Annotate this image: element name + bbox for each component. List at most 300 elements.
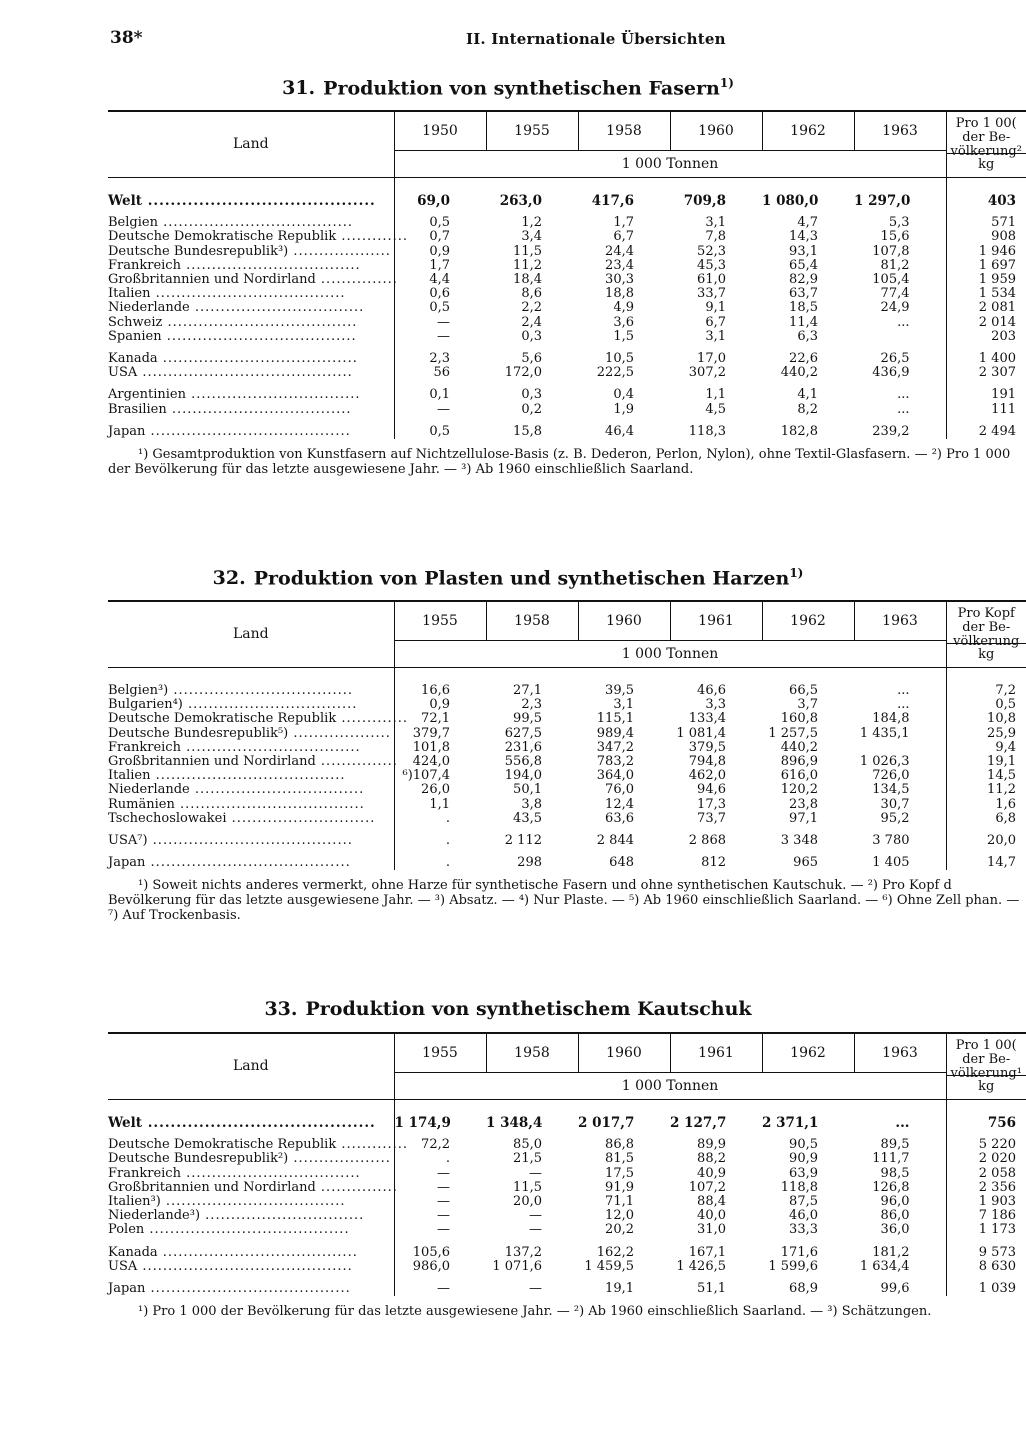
per-capita-cell: 191 (946, 388, 1026, 402)
value-cell: 1 599,6 (768, 1258, 818, 1274)
table-33-section (108, 998, 1024, 1368)
country-name: Italien (108, 768, 151, 784)
value-cell: 8,6 (521, 286, 542, 302)
value-cell: 107,2 (688, 1179, 726, 1195)
value-cell: 18,4 (513, 272, 542, 288)
column-header-land: Land (108, 111, 394, 178)
country-cell (108, 834, 394, 848)
value-cell: 12,4 (605, 796, 634, 812)
value-cell: 15,6 (880, 229, 910, 245)
value-cell: 1 026,3 (859, 754, 910, 770)
value-cell: 81,2 (880, 257, 910, 273)
data-table (108, 1032, 1026, 1296)
per-capita-cell: 1 697 (946, 259, 1026, 273)
leader-dots: .................................... (174, 796, 365, 812)
value-cell: 0,1 (394, 388, 486, 402)
value-cell: 162,2 (596, 1244, 634, 1260)
table-row (108, 684, 1026, 698)
country-name: Deutsche Bundesrepublik²) (108, 1151, 289, 1167)
country-cell (108, 1223, 394, 1237)
value-cell: 40,0 (697, 1208, 726, 1224)
value-cell: 7,8 (705, 229, 726, 245)
value-cell: 63,6 (605, 810, 634, 826)
column-header-year: 1955 (394, 601, 486, 641)
value-cell: 71,1 (605, 1194, 634, 1210)
value-cell: 298 (517, 855, 542, 871)
leader-dots: ............... (315, 754, 398, 770)
country-name: Großbritannien und Nordirland (108, 272, 316, 288)
leader-dots: ................................. (189, 300, 365, 316)
value-cell: 2 127,7 (670, 1115, 727, 1131)
value-cell: 73,7 (697, 810, 726, 826)
value-cell: 46,6 (697, 683, 726, 698)
value-cell: 0,9 (394, 698, 486, 712)
country-name: Frankreich (108, 739, 181, 755)
country-cell (108, 1116, 394, 1130)
country-name: USA⁷) (108, 833, 148, 849)
country-cell (108, 812, 394, 826)
value-cell: 10,5 (605, 351, 634, 367)
value-cell: 20,0 (513, 1194, 542, 1210)
per-capita-cell: 25,9 (946, 727, 1026, 741)
leader-dots: ............................... (200, 1208, 365, 1224)
value-cell: 812 (701, 855, 726, 871)
per-capita-label-line: völkerung¹ (950, 1066, 1022, 1081)
country-name: Japan (108, 855, 146, 871)
table-row (108, 245, 1026, 259)
country-name: Japan (108, 423, 146, 439)
value-cell: 0,9 (394, 245, 486, 259)
value-cell: 160,8 (780, 711, 818, 727)
leader-dots: ............. (336, 711, 409, 727)
column-header-year: 1955 (486, 111, 578, 151)
table-row (108, 712, 1026, 726)
table-row (108, 403, 1026, 417)
table-row (108, 834, 1026, 848)
value-cell: 72,1 (394, 712, 486, 726)
value-cell: 98,5 (880, 1165, 910, 1181)
value-cell: 616,0 (780, 768, 818, 784)
column-header-year: 1958 (486, 1033, 578, 1073)
value-cell: 2,3 (521, 697, 542, 713)
leader-dots: ................... (288, 725, 391, 741)
per-capita-cell: 1 903 (946, 1195, 1026, 1209)
table-row (108, 1195, 1026, 1209)
value-cell: — (529, 1281, 542, 1297)
table-title (108, 998, 908, 1020)
value-cell: 126,8 (872, 1179, 910, 1195)
value-cell: 51,1 (697, 1281, 726, 1297)
country-cell (108, 698, 394, 712)
column-header-year: 1963 (854, 111, 946, 151)
table-row (108, 1152, 1026, 1166)
country-cell (108, 1137, 409, 1153)
table-row (108, 216, 1026, 230)
value-cell: ... (897, 697, 910, 713)
value-cell: — (529, 1208, 542, 1224)
per-capita-cell: 571 (946, 216, 1026, 230)
country-cell (108, 798, 394, 812)
country-name: Argentinien (108, 387, 186, 403)
per-capita-cell: 10,8 (946, 712, 1026, 726)
unit-header: 1 000 Tonnen (394, 1073, 946, 1100)
value-cell: 24,9 (880, 300, 910, 316)
country-name: Niederlande (108, 300, 190, 316)
table-row (108, 230, 1026, 244)
column-header-per-capita (946, 111, 1026, 178)
value-cell: 556,8 (504, 754, 542, 770)
value-cell: 239,2 (872, 423, 910, 439)
value-cell: 63,9 (789, 1165, 818, 1181)
country-cell (108, 1167, 394, 1181)
value-cell: 90,9 (789, 1151, 818, 1167)
value-cell: 1,2 (521, 215, 542, 231)
table-row (108, 388, 1026, 402)
value-cell: 364,0 (596, 768, 634, 784)
value-cell: 1 348,4 (486, 1115, 543, 1131)
table-title (108, 566, 908, 589)
value-cell: 22,6 (789, 351, 818, 367)
value-cell: 23,4 (605, 257, 634, 273)
country-cell (108, 403, 394, 417)
value-cell: 0,2 (521, 401, 542, 417)
value-cell: 90,5 (789, 1137, 818, 1153)
country-cell (108, 769, 394, 783)
value-cell: 105,6 (394, 1246, 486, 1260)
value-cell: 63,7 (789, 286, 818, 302)
value-cell: 462,0 (688, 768, 726, 784)
table-row (108, 1282, 1026, 1296)
value-cell: 3,1 (705, 215, 726, 231)
value-cell: 18,5 (789, 300, 818, 316)
value-cell: 96,0 (880, 1194, 910, 1210)
table-footnote: ¹) Pro 1 000 der Bevölkerung für das letzte ausgewiesene Jahr. — ²) Ab 1960 einschließlich Saarland. — ³) Schätzungen. (138, 1304, 932, 1319)
per-capita-label-line: der Be- (962, 1052, 1011, 1067)
country-name: Welt (108, 193, 143, 209)
country-cell (108, 741, 394, 755)
per-capita-cell: 1 400 (946, 352, 1026, 366)
column-header-per-capita (946, 1033, 1026, 1100)
per-capita-cell: 2 356 (946, 1181, 1026, 1195)
column-header-year: 1950 (394, 111, 486, 151)
data-table (108, 600, 1026, 870)
value-cell: — (529, 1165, 542, 1181)
table-row (108, 1167, 1026, 1181)
table-row (108, 1138, 1026, 1152)
leader-dots: ................................... (166, 401, 352, 417)
leader-dots: ....................................... (144, 1222, 350, 1238)
value-cell: 19,1 (605, 1281, 634, 1297)
per-capita-label-line: Pro Kopf (957, 606, 1015, 621)
value-cell: 82,9 (789, 272, 818, 288)
column-header-year: 1963 (854, 1033, 946, 1073)
value-cell: 5,3 (888, 215, 910, 231)
per-capita-cell: 1 039 (946, 1282, 1026, 1296)
value-cell: 794,8 (688, 754, 726, 770)
country-cell (108, 366, 394, 380)
table-row (108, 769, 1026, 783)
value-cell: 167,1 (688, 1244, 726, 1260)
per-capita-label-line: der Be- (962, 130, 1011, 145)
value-cell: 89,9 (697, 1137, 726, 1153)
country-cell (108, 245, 394, 259)
value-cell: 1,9 (613, 401, 634, 417)
value-cell: 52,3 (697, 243, 726, 259)
value-cell: 91,9 (605, 1179, 634, 1195)
value-cell: 1 405 (872, 855, 910, 871)
table-number: 31. (282, 77, 316, 100)
table-row (108, 856, 1026, 870)
value-cell: ... (897, 314, 910, 330)
value-cell: 46,4 (605, 423, 634, 439)
per-capita-label-line: völkerung² (950, 144, 1022, 159)
value-cell: 0,7 (394, 230, 486, 244)
per-capita-cell: 908 (946, 230, 1026, 244)
value-cell: 77,4 (880, 286, 910, 302)
leader-dots: ............. (336, 1137, 409, 1153)
value-cell: 11,5 (513, 1179, 542, 1195)
title-footnote-ref: 1) (789, 566, 804, 580)
table-row (108, 352, 1026, 366)
value-cell: 9,1 (705, 300, 726, 316)
value-cell: 11,4 (789, 314, 818, 330)
value-cell (854, 330, 946, 344)
value-cell: 17,5 (605, 1165, 634, 1181)
value-cell: 88,2 (697, 1151, 726, 1167)
value-cell: 6,3 (797, 328, 818, 344)
value-cell: 26,0 (394, 783, 486, 797)
per-capita-cell: 11,2 (946, 783, 1026, 797)
value-cell: 0,3 (521, 387, 542, 403)
value-cell: 2,3 (394, 352, 486, 366)
table-row (108, 1260, 1026, 1274)
title-footnote-ref: 1) (719, 76, 734, 90)
table-row (108, 755, 1026, 769)
value-cell: 2 844 (596, 833, 634, 849)
leader-dots: ..................................... (150, 768, 346, 784)
value-cell: 87,5 (789, 1194, 818, 1210)
value-cell: — (529, 1222, 542, 1238)
value-cell: 4,9 (613, 300, 634, 316)
table-row (108, 425, 1026, 439)
value-cell (854, 741, 946, 755)
column-header-land: Land (108, 1033, 394, 1100)
value-cell: 1,5 (613, 328, 634, 344)
value-cell: 8,2 (797, 401, 818, 417)
country-name: Großbritannien und Nordirland (108, 1179, 316, 1195)
country-name: Deutsche Demokratische Republik (108, 1137, 337, 1153)
table-title-text: Produktion von synthetischen Fasern (323, 77, 720, 100)
country-name: Bulgarien⁴) (108, 697, 183, 713)
value-cell: 783,2 (596, 754, 634, 770)
value-cell: 94,6 (697, 782, 726, 798)
leader-dots: ..................................... (157, 215, 353, 231)
table-row (108, 301, 1026, 315)
table-footnote: ¹) Gesamtproduktion von Kunstfasern auf Nichtzellulose-Basis (z. B. Dederon, Perlon, Nylon), ohne Textil-Glasfasern. — ²) Pro 1 000 der Bevölkerung für das letzte ausgewiesene Jahr. — ³) Ab 1960 einschließlich Saarland. (108, 447, 1011, 477)
table-row (108, 1246, 1026, 1260)
value-cell: 184,8 (872, 711, 910, 727)
country-name: Polen (108, 1222, 145, 1238)
value-cell: 0,5 (394, 301, 486, 315)
leader-dots: ....................................... (145, 1281, 351, 1297)
data-table (108, 110, 1026, 439)
per-capita-unit: kg (978, 1079, 995, 1094)
per-capita-unit: kg (978, 157, 995, 172)
value-cell: 3 780 (872, 833, 910, 849)
value-cell: 76,0 (605, 782, 634, 798)
value-cell: 23,8 (789, 796, 818, 812)
value-cell: 111,7 (872, 1151, 910, 1167)
column-header-year: 1963 (854, 601, 946, 641)
value-cell: ... (897, 683, 910, 698)
value-cell: 36,0 (880, 1222, 910, 1238)
country-cell (108, 352, 394, 366)
value-cell: 222,5 (596, 365, 634, 381)
column-header-year: 1958 (486, 601, 578, 641)
value-cell: 307,2 (688, 365, 726, 381)
value-cell: 61,0 (697, 272, 726, 288)
value-cell: 709,8 (683, 193, 726, 209)
leader-dots: ...................................... (157, 351, 358, 367)
country-name: Deutsche Bundesrepublik³) (108, 243, 289, 259)
column-header-year: 1960 (578, 601, 670, 641)
country-cell (108, 216, 394, 230)
value-cell: ⁶)107,4 (394, 769, 486, 783)
table-row (108, 783, 1026, 797)
value-cell: 24,4 (605, 243, 634, 259)
value-cell: 440,2 (780, 739, 818, 755)
country-cell (108, 330, 394, 344)
leader-dots: ..................................... (150, 286, 346, 302)
per-capita-cell: 756 (946, 1116, 1026, 1130)
table-row (108, 366, 1026, 380)
value-cell: 2 371,1 (762, 1115, 819, 1131)
value-cell: 1 071,6 (492, 1258, 542, 1274)
value-cell: 0,4 (613, 387, 634, 403)
value-cell: 440,2 (780, 365, 818, 381)
country-name: Schweiz (108, 314, 163, 330)
country-cell (108, 856, 394, 870)
value-cell: 89,5 (880, 1137, 910, 1153)
value-cell: 4,5 (705, 401, 726, 417)
value-cell: 86,0 (880, 1208, 910, 1224)
value-cell: 1 174,9 (394, 1116, 486, 1130)
leader-dots: ................................. (189, 782, 365, 798)
value-cell: 133,4 (688, 711, 726, 727)
table-row (108, 330, 1026, 344)
per-capita-cell: 8 630 (946, 1260, 1026, 1274)
per-capita-cell: 2 307 (946, 366, 1026, 380)
per-capita-cell: 403 (946, 194, 1026, 208)
value-cell: 1 297,0 (854, 193, 911, 209)
country-cell (108, 272, 398, 288)
value-cell: 30,7 (880, 796, 910, 812)
per-capita-cell: 20,0 (946, 834, 1026, 848)
leader-dots: ................................. (185, 387, 361, 403)
per-capita-cell: 2 081 (946, 301, 1026, 315)
value-cell: 107,8 (872, 243, 910, 259)
value-cell: 65,4 (789, 257, 818, 273)
value-cell: — (394, 1223, 486, 1237)
column-header-year: 1961 (670, 601, 762, 641)
value-cell: 726,0 (872, 768, 910, 784)
column-header-year: 1962 (762, 1033, 854, 1073)
leader-dots: ..................................... (162, 314, 358, 330)
per-capita-cell: 9 573 (946, 1246, 1026, 1260)
country-cell (108, 1282, 394, 1296)
country-name: Deutsche Demokratische Republik (108, 229, 337, 245)
country-cell (108, 727, 394, 741)
value-cell: — (394, 1181, 486, 1195)
country-name: Niederlande³) (108, 1208, 201, 1224)
per-capita-cell: 19,1 (946, 755, 1026, 769)
leader-dots: .................................. (180, 257, 361, 273)
value-cell: 263,0 (499, 193, 542, 209)
per-capita-label (947, 1038, 1026, 1081)
per-capita-label (947, 116, 1026, 159)
leader-dots: ....................................... (145, 855, 351, 871)
value-cell: 627,5 (504, 725, 542, 741)
value-cell: 965 (793, 855, 818, 871)
value-cell: . (394, 856, 486, 870)
value-cell: 118,8 (780, 1179, 818, 1195)
value-cell: 347,2 (596, 739, 634, 755)
per-capita-cell: 9,4 (946, 741, 1026, 755)
column-header-year: 1960 (578, 1033, 670, 1073)
value-cell: 11,5 (513, 243, 542, 259)
value-cell: . (394, 834, 486, 848)
value-cell: 1,7 (613, 215, 634, 231)
value-cell: 43,5 (513, 810, 542, 826)
per-capita-cell: 2 020 (946, 1152, 1026, 1166)
value-cell: 85,0 (513, 1137, 542, 1153)
country-cell (108, 425, 394, 439)
unit-header: 1 000 Tonnen (394, 641, 946, 668)
country-name: Tschechoslowakei (108, 810, 227, 826)
per-capita-cell: 2 014 (946, 316, 1026, 330)
leader-dots: ............... (315, 272, 398, 288)
table-row (108, 194, 1026, 208)
leader-dots: ......................................... (137, 365, 353, 381)
value-cell: 69,0 (394, 194, 486, 208)
value-cell: 231,6 (504, 739, 542, 755)
country-name: Frankreich (108, 1165, 181, 1181)
table-title-text: Produktion von Plasten und synthetischen Harzen (253, 567, 790, 590)
table-row (108, 1209, 1026, 1223)
table-row (108, 812, 1026, 826)
leader-dots: ..................................... (161, 328, 357, 344)
per-capita-cell: 5 220 (946, 1138, 1026, 1152)
table-row (108, 698, 1026, 712)
value-cell: — (394, 1209, 486, 1223)
value-cell: 1,1 (394, 798, 486, 812)
leader-dots: ................................. (182, 697, 358, 713)
value-cell: 424,0 (394, 755, 486, 769)
leader-dots: ................................... (168, 683, 353, 698)
country-cell (108, 1179, 398, 1195)
per-capita-cell: 111 (946, 403, 1026, 417)
value-cell: 72,2 (394, 1138, 486, 1152)
leader-dots: ................................... (160, 1194, 346, 1210)
country-name: Spanien (108, 328, 162, 344)
value-cell: 86,8 (605, 1137, 634, 1153)
country-cell (108, 754, 398, 770)
value-cell: 4,7 (797, 215, 818, 231)
per-capita-label-line: Pro 1 00( (955, 1038, 1017, 1053)
value-cell: 81,5 (605, 1151, 634, 1167)
per-capita-unit: kg (978, 647, 995, 662)
column-header-year: 1960 (670, 111, 762, 151)
